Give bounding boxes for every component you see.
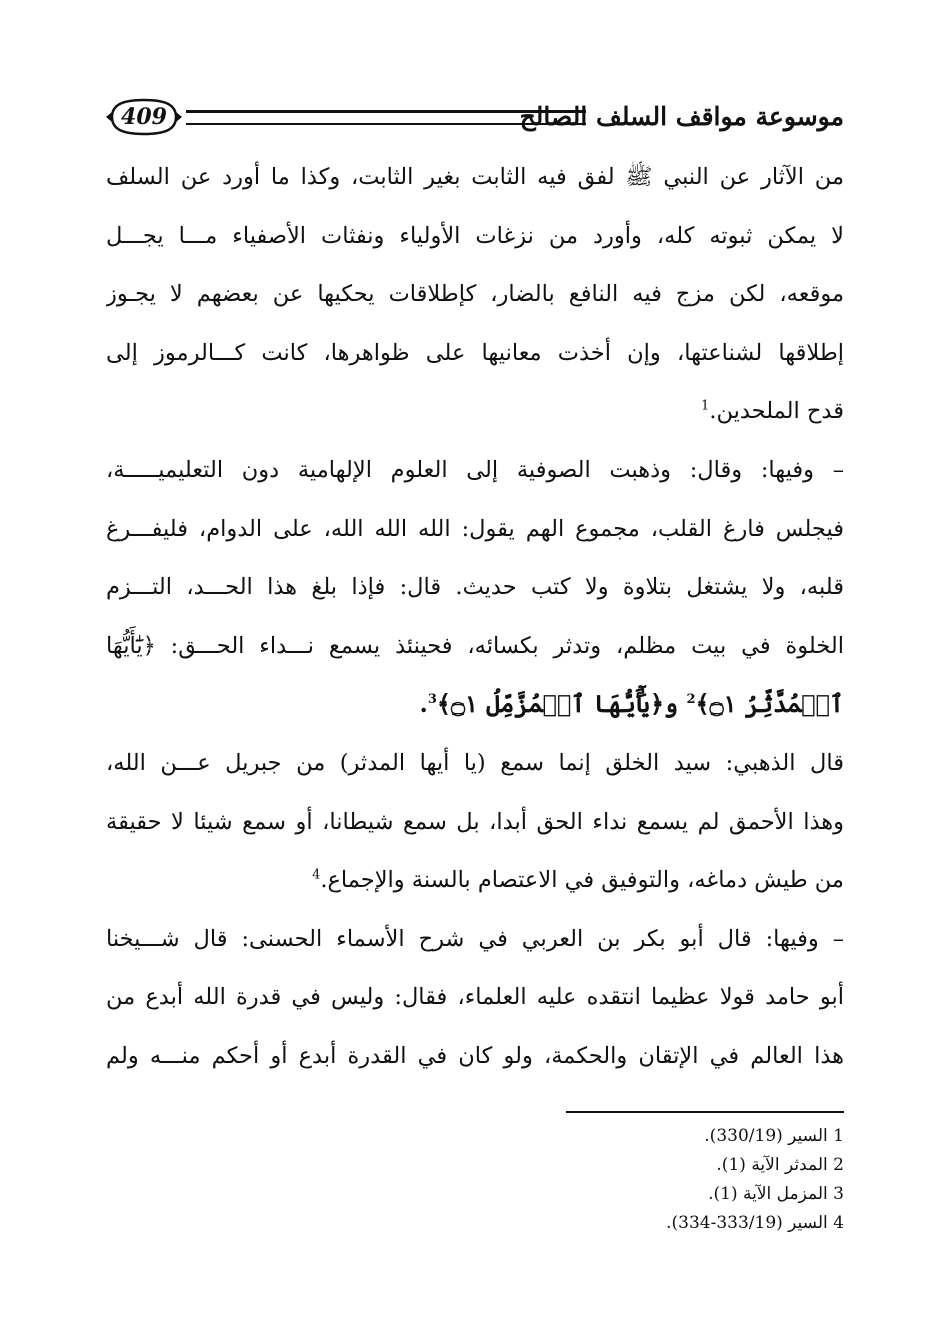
footnote-number: 4 bbox=[833, 1213, 844, 1233]
verse-muddaththir: ٱلۡمُدَّثِّرُ ۝١﴾ bbox=[695, 689, 844, 719]
body-line: أبو حامد قولا عظيما انتقده عليه العلماء، فقال: وليس في قدرة الله أبدع من bbox=[106, 984, 844, 1011]
footnote-ref: 2 bbox=[686, 692, 696, 708]
body-line: لا يمكن ثبوته كله، وأورد من نزغات الأولياء ونفثات الأصفياء مـــا يجـــل bbox=[106, 222, 844, 249]
verse-conjunction: و bbox=[664, 689, 679, 719]
body-line: الخلوة في بيت مظلم، وتدثر بكسائه، فحينئذ يسمع نـــداء الحـــق: ﴿يَٰٓأَيُّهَا bbox=[106, 632, 844, 659]
body-line: وهذا الأحمق لم يسمع نداء الحق أبدا، بل سمع شيطانا، أو سمع شيئا لا حقيقة bbox=[106, 808, 844, 835]
footnote-number: 1 bbox=[833, 1126, 844, 1146]
body-text bbox=[106, 148, 844, 1086]
body-line: إطلاقها لشناعتها، وإن أخذت معانيها على ظواهرها، كانت كـــالرموز إلى bbox=[106, 339, 844, 366]
footnote-divider bbox=[566, 1111, 844, 1113]
verse-muzzammil: ﴿يَٰٓأَيُّهَا ٱلۡمُزَّمِّلُ ۝١﴾ bbox=[436, 689, 665, 719]
footnote-ref: 1 bbox=[701, 398, 710, 414]
body-line: فيجلس فارغ القلب، مجموع الهم يقول: الله الله الله، على الدوام، فليفـــرغ bbox=[106, 515, 844, 542]
page-header bbox=[104, 92, 844, 144]
footnote-number: 2 bbox=[833, 1155, 844, 1175]
footnote-text: المدثر الآية (1). bbox=[716, 1155, 828, 1175]
footnote-ref: 3 bbox=[427, 692, 437, 708]
page-number: 409 bbox=[121, 104, 167, 130]
footnote-item bbox=[466, 1209, 844, 1238]
footnote-ref: 4 bbox=[312, 867, 321, 883]
page-number-badge bbox=[104, 96, 184, 138]
footnote-text: المزمل الآية (1). bbox=[708, 1184, 828, 1204]
body-line: من الآثار عن النبي ﷺ لفق فيه الثابت بغير الثابت، وكذا ما أورد عن السلف bbox=[106, 164, 844, 190]
footnote-item bbox=[466, 1122, 844, 1151]
body-line bbox=[106, 382, 844, 441]
body-line: قلبه، ولا يشتغل بتلاوة ولا كتب حديث. قال: فإذا بلغ هذا الحـــد، التـــزم bbox=[106, 574, 844, 601]
body-line: – وفيها: قال أبو بكر بن العربي في شرح الأسماء الحسنى: قال شـــيخنا bbox=[106, 925, 844, 952]
quran-verse-line: ٱلۡمُدَّثِّرُ ۝١﴾$^2$ و﴿يَٰٓأَيُّهَا ٱلۡمُزَّمِّلُ ۝١﴾$^3$. bbox=[419, 689, 844, 719]
footnote-item bbox=[466, 1151, 844, 1180]
body-line-text: من طيش دماغه، والتوفيق في الاعتصام بالسنة والإجماع. bbox=[320, 867, 844, 894]
body-line: – وفيها: وقال: وذهبت الصوفية إلى العلوم الإلهامية دون التعليميـــــة، bbox=[106, 456, 844, 483]
footnote-text: السير (330/19). bbox=[704, 1126, 828, 1146]
series-title: موسوعة مواقف السلف الصالح bbox=[519, 102, 844, 131]
footnotes bbox=[466, 1122, 844, 1238]
footnote-item bbox=[466, 1180, 844, 1209]
body-line: قال الذهبي: سيد الخلق إنما سمع (يا أيها المدثر) من جبريل عـــن الله، bbox=[106, 749, 844, 776]
footnote-number: 3 bbox=[833, 1184, 844, 1204]
body-line: موقعه، لكن مزج فيه النافع بالضار، كإطلاقات يحكيها عن بعضهم لا يجـوز bbox=[106, 281, 844, 308]
body-line: هذا العالم في الإتقان والحكمة، ولو كان في القدرة أبدع أو أحكم منـــه ولم bbox=[106, 1042, 844, 1069]
body-line-text: قدح الملحدين. bbox=[709, 398, 844, 425]
footnote-text: السير (333/19-334). bbox=[666, 1213, 828, 1233]
body-line bbox=[106, 851, 844, 910]
